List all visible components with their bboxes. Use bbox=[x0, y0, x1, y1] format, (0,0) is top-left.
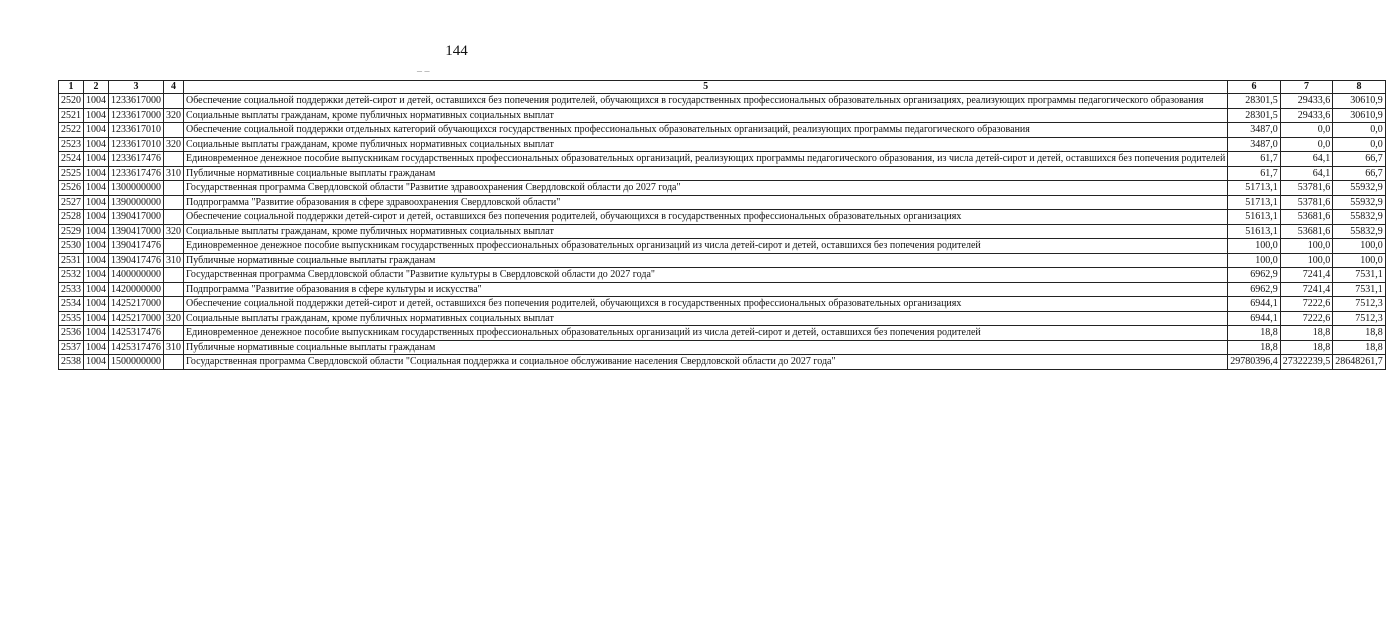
name-cell: Социальные выплаты гражданам, кроме публичных нормативных социальных выплат bbox=[184, 311, 1228, 326]
value-2027-cell: 100,0 bbox=[1333, 239, 1386, 254]
table-row bbox=[59, 282, 1386, 297]
table-row bbox=[59, 123, 1386, 138]
expense-type-cell bbox=[164, 152, 184, 167]
value-2027-cell: 0,0 bbox=[1333, 123, 1386, 138]
target-code-cell: 1390417476 bbox=[109, 239, 164, 254]
value-2025-cell: 3487,0 bbox=[1228, 137, 1281, 152]
table-row bbox=[59, 94, 1386, 109]
table-row bbox=[59, 166, 1386, 181]
value-2025-cell: 51613,1 bbox=[1228, 224, 1281, 239]
value-2027-cell: 30610,9 bbox=[1333, 94, 1386, 109]
name-cell: Обеспечение социальной поддержки отдельных категорий обучающихся государственных профессиональных образовательных организаций, реализующих программы педагогического образования bbox=[184, 123, 1228, 138]
expense-type-cell: 310 bbox=[164, 166, 184, 181]
row-number-cell: 2522 bbox=[59, 123, 84, 138]
section-code-cell: 1004 bbox=[84, 268, 109, 283]
table-row bbox=[59, 152, 1386, 167]
name-cell: Социальные выплаты гражданам, кроме публичных нормативных социальных выплат bbox=[184, 108, 1228, 123]
row-number-cell: 2536 bbox=[59, 326, 84, 341]
value-2026-cell: 7222,6 bbox=[1280, 297, 1333, 312]
table-row bbox=[59, 268, 1386, 283]
value-2027-cell: 66,7 bbox=[1333, 152, 1386, 167]
expense-type-cell bbox=[164, 210, 184, 225]
value-2026-cell: 53781,6 bbox=[1280, 195, 1333, 210]
value-2025-cell: 3487,0 bbox=[1228, 123, 1281, 138]
section-code-cell: 1004 bbox=[84, 137, 109, 152]
target-code-cell: 1425217000 bbox=[109, 311, 164, 326]
column-header-3: 3 bbox=[109, 81, 164, 94]
target-code-cell: 1233617476 bbox=[109, 152, 164, 167]
target-code-cell: 1390417000 bbox=[109, 224, 164, 239]
target-code-cell: 1233617000 bbox=[109, 108, 164, 123]
name-cell: Обеспечение социальной поддержки детей-сирот и детей, оставшихся без попечения родителей, обучающихся в государственных профессиональных образовательных организациях bbox=[184, 210, 1228, 225]
row-number-cell: 2538 bbox=[59, 355, 84, 370]
table-row bbox=[59, 340, 1386, 355]
value-2027-cell: 30610,9 bbox=[1333, 108, 1386, 123]
section-code-cell: 1004 bbox=[84, 94, 109, 109]
value-2027-cell: 66,7 bbox=[1333, 166, 1386, 181]
column-header-6: 6 bbox=[1228, 81, 1281, 94]
section-code-cell: 1004 bbox=[84, 297, 109, 312]
section-code-cell: 1004 bbox=[84, 326, 109, 341]
name-cell: Единовременное денежное пособие выпускникам государственных профессиональных образовательных организаций, реализующих программы педагогического образования, из числа детей-сирот и детей, оставшихся без попечения родителей bbox=[184, 152, 1228, 167]
row-number-cell: 2528 bbox=[59, 210, 84, 225]
column-header-7: 7 bbox=[1280, 81, 1333, 94]
value-2026-cell: 100,0 bbox=[1280, 239, 1333, 254]
value-2025-cell: 6944,1 bbox=[1228, 297, 1281, 312]
value-2025-cell: 51713,1 bbox=[1228, 181, 1281, 196]
target-code-cell: 1390000000 bbox=[109, 195, 164, 210]
value-2025-cell: 28301,5 bbox=[1228, 94, 1281, 109]
value-2026-cell: 53681,6 bbox=[1280, 210, 1333, 225]
section-code-cell: 1004 bbox=[84, 166, 109, 181]
section-code-cell: 1004 bbox=[84, 340, 109, 355]
row-number-cell: 2523 bbox=[59, 137, 84, 152]
value-2025-cell: 61,7 bbox=[1228, 166, 1281, 181]
value-2025-cell: 6962,9 bbox=[1228, 268, 1281, 283]
expense-type-cell bbox=[164, 297, 184, 312]
value-2025-cell: 28301,5 bbox=[1228, 108, 1281, 123]
target-code-cell: 1300000000 bbox=[109, 181, 164, 196]
column-header-8: 8 bbox=[1333, 81, 1386, 94]
value-2025-cell: 100,0 bbox=[1228, 239, 1281, 254]
target-code-cell: 1425317476 bbox=[109, 340, 164, 355]
row-number-cell: 2526 bbox=[59, 181, 84, 196]
name-cell: Социальные выплаты гражданам, кроме публичных нормативных социальных выплат bbox=[184, 224, 1228, 239]
row-number-cell: 2527 bbox=[59, 195, 84, 210]
value-2025-cell: 100,0 bbox=[1228, 253, 1281, 268]
value-2027-cell: 55932,9 bbox=[1333, 181, 1386, 196]
value-2026-cell: 29433,6 bbox=[1280, 94, 1333, 109]
name-cell: Обеспечение социальной поддержки детей-сирот и детей, оставшихся без попечения родителей, обучающихся в государственных профессиональных образовательных организациях bbox=[184, 297, 1228, 312]
column-header-4: 4 bbox=[164, 81, 184, 94]
name-cell: Государственная программа Свердловской области "Развитие культуры в Свердловской области до 2027 года" bbox=[184, 268, 1228, 283]
target-code-cell: 1233617010 bbox=[109, 123, 164, 138]
value-2026-cell: 53681,6 bbox=[1280, 224, 1333, 239]
expense-type-cell: 320 bbox=[164, 224, 184, 239]
value-2025-cell: 29780396,4 bbox=[1228, 355, 1281, 370]
table-row bbox=[59, 137, 1386, 152]
section-code-cell: 1004 bbox=[84, 195, 109, 210]
page-number: 144 bbox=[445, 43, 468, 59]
section-code-cell: 1004 bbox=[84, 355, 109, 370]
expense-type-cell bbox=[164, 123, 184, 138]
name-cell: Публичные нормативные социальные выплаты гражданам bbox=[184, 166, 1228, 181]
target-code-cell: 1233617000 bbox=[109, 94, 164, 109]
section-code-cell: 1004 bbox=[84, 224, 109, 239]
name-cell: Подпрограмма "Развитие образования в сфере культуры и искусства" bbox=[184, 282, 1228, 297]
row-number-cell: 2520 bbox=[59, 94, 84, 109]
section-code-cell: 1004 bbox=[84, 108, 109, 123]
name-cell: Единовременное денежное пособие выпускникам государственных профессиональных образовательных организаций из числа детей-сирот и детей, оставшихся без попечения родителей bbox=[184, 326, 1228, 341]
expense-type-cell bbox=[164, 195, 184, 210]
expense-type-cell: 320 bbox=[164, 137, 184, 152]
row-number-cell: 2530 bbox=[59, 239, 84, 254]
row-number-cell: 2521 bbox=[59, 108, 84, 123]
section-code-cell: 1004 bbox=[84, 282, 109, 297]
table-row bbox=[59, 355, 1386, 370]
budget-table bbox=[58, 80, 1386, 370]
name-cell: Публичные нормативные социальные выплаты гражданам bbox=[184, 340, 1228, 355]
expense-type-cell bbox=[164, 326, 184, 341]
row-number-cell: 2534 bbox=[59, 297, 84, 312]
name-cell: Обеспечение социальной поддержки детей-сирот и детей, оставшихся без попечения родителей, обучающихся в государственных профессиональных образовательных организациях, реализующих программы педагогического образования bbox=[184, 94, 1228, 109]
row-number-cell: 2533 bbox=[59, 282, 84, 297]
name-cell: Единовременное денежное пособие выпускникам государственных профессиональных образовательных организаций из числа детей-сирот и детей, оставшихся без попечения родителей bbox=[184, 239, 1228, 254]
column-header-1: 1 bbox=[59, 81, 84, 94]
value-2026-cell: 27322239,5 bbox=[1280, 355, 1333, 370]
value-2026-cell: 53781,6 bbox=[1280, 181, 1333, 196]
target-code-cell: 1233617010 bbox=[109, 137, 164, 152]
section-code-cell: 1004 bbox=[84, 253, 109, 268]
expense-type-cell bbox=[164, 355, 184, 370]
table-row bbox=[59, 253, 1386, 268]
value-2027-cell: 55832,9 bbox=[1333, 224, 1386, 239]
expense-type-cell: 320 bbox=[164, 108, 184, 123]
section-code-cell: 1004 bbox=[84, 311, 109, 326]
value-2026-cell: 29433,6 bbox=[1280, 108, 1333, 123]
section-code-cell: 1004 bbox=[84, 181, 109, 196]
table-row bbox=[59, 239, 1386, 254]
expense-type-cell: 320 bbox=[164, 311, 184, 326]
target-code-cell: 1400000000 bbox=[109, 268, 164, 283]
value-2026-cell: 18,8 bbox=[1280, 326, 1333, 341]
section-code-cell: 1004 bbox=[84, 123, 109, 138]
section-code-cell: 1004 bbox=[84, 152, 109, 167]
table-row bbox=[59, 195, 1386, 210]
table-row bbox=[59, 326, 1386, 341]
value-2026-cell: 0,0 bbox=[1280, 123, 1333, 138]
page-mark: _ _ bbox=[417, 62, 430, 73]
section-code-cell: 1004 bbox=[84, 239, 109, 254]
value-2025-cell: 18,8 bbox=[1228, 340, 1281, 355]
value-2026-cell: 7241,4 bbox=[1280, 282, 1333, 297]
column-header-2: 2 bbox=[84, 81, 109, 94]
section-code-cell: 1004 bbox=[84, 210, 109, 225]
value-2025-cell: 18,8 bbox=[1228, 326, 1281, 341]
row-number-cell: 2529 bbox=[59, 224, 84, 239]
target-code-cell: 1420000000 bbox=[109, 282, 164, 297]
target-code-cell: 1425217000 bbox=[109, 297, 164, 312]
table-row bbox=[59, 297, 1386, 312]
value-2026-cell: 18,8 bbox=[1280, 340, 1333, 355]
value-2026-cell: 0,0 bbox=[1280, 137, 1333, 152]
table-header-row bbox=[59, 81, 1386, 94]
column-header-5: 5 bbox=[184, 81, 1228, 94]
target-code-cell: 1233617476 bbox=[109, 166, 164, 181]
value-2026-cell: 7241,4 bbox=[1280, 268, 1333, 283]
expense-type-cell bbox=[164, 239, 184, 254]
expense-type-cell bbox=[164, 94, 184, 109]
row-number-cell: 2537 bbox=[59, 340, 84, 355]
value-2027-cell: 7512,3 bbox=[1333, 311, 1386, 326]
value-2027-cell: 18,8 bbox=[1333, 340, 1386, 355]
table-row bbox=[59, 181, 1386, 196]
row-number-cell: 2524 bbox=[59, 152, 84, 167]
table-row bbox=[59, 311, 1386, 326]
row-number-cell: 2535 bbox=[59, 311, 84, 326]
row-number-cell: 2531 bbox=[59, 253, 84, 268]
row-number-cell: 2525 bbox=[59, 166, 84, 181]
table-row bbox=[59, 224, 1386, 239]
name-cell: Социальные выплаты гражданам, кроме публичных нормативных социальных выплат bbox=[184, 137, 1228, 152]
value-2027-cell: 7512,3 bbox=[1333, 297, 1386, 312]
name-cell: Государственная программа Свердловской области "Развитие здравоохранения Свердловской области до 2027 года" bbox=[184, 181, 1228, 196]
value-2027-cell: 55932,9 bbox=[1333, 195, 1386, 210]
value-2027-cell: 18,8 bbox=[1333, 326, 1386, 341]
value-2025-cell: 6944,1 bbox=[1228, 311, 1281, 326]
value-2027-cell: 7531,1 bbox=[1333, 268, 1386, 283]
table-row bbox=[59, 108, 1386, 123]
expense-type-cell: 310 bbox=[164, 340, 184, 355]
value-2027-cell: 28648261,7 bbox=[1333, 355, 1386, 370]
value-2026-cell: 7222,6 bbox=[1280, 311, 1333, 326]
value-2025-cell: 51613,1 bbox=[1228, 210, 1281, 225]
value-2027-cell: 7531,1 bbox=[1333, 282, 1386, 297]
value-2027-cell: 55832,9 bbox=[1333, 210, 1386, 225]
value-2026-cell: 64,1 bbox=[1280, 152, 1333, 167]
target-code-cell: 1500000000 bbox=[109, 355, 164, 370]
value-2025-cell: 51713,1 bbox=[1228, 195, 1281, 210]
expense-type-cell: 310 bbox=[164, 253, 184, 268]
table-body bbox=[59, 94, 1386, 370]
value-2027-cell: 100,0 bbox=[1333, 253, 1386, 268]
name-cell: Подпрограмма "Развитие образования в сфере здравоохранения Свердловской области" bbox=[184, 195, 1228, 210]
expense-type-cell bbox=[164, 282, 184, 297]
table-row bbox=[59, 210, 1386, 225]
value-2027-cell: 0,0 bbox=[1333, 137, 1386, 152]
name-cell: Публичные нормативные социальные выплаты гражданам bbox=[184, 253, 1228, 268]
expense-type-cell bbox=[164, 268, 184, 283]
row-number-cell: 2532 bbox=[59, 268, 84, 283]
target-code-cell: 1390417476 bbox=[109, 253, 164, 268]
target-code-cell: 1425317476 bbox=[109, 326, 164, 341]
expense-type-cell bbox=[164, 181, 184, 196]
value-2026-cell: 64,1 bbox=[1280, 166, 1333, 181]
value-2026-cell: 100,0 bbox=[1280, 253, 1333, 268]
value-2025-cell: 61,7 bbox=[1228, 152, 1281, 167]
target-code-cell: 1390417000 bbox=[109, 210, 164, 225]
name-cell: Государственная программа Свердловской области "Социальная поддержка и социальное обслуживание населения Свердловской области до 2027 года" bbox=[184, 355, 1228, 370]
value-2025-cell: 6962,9 bbox=[1228, 282, 1281, 297]
